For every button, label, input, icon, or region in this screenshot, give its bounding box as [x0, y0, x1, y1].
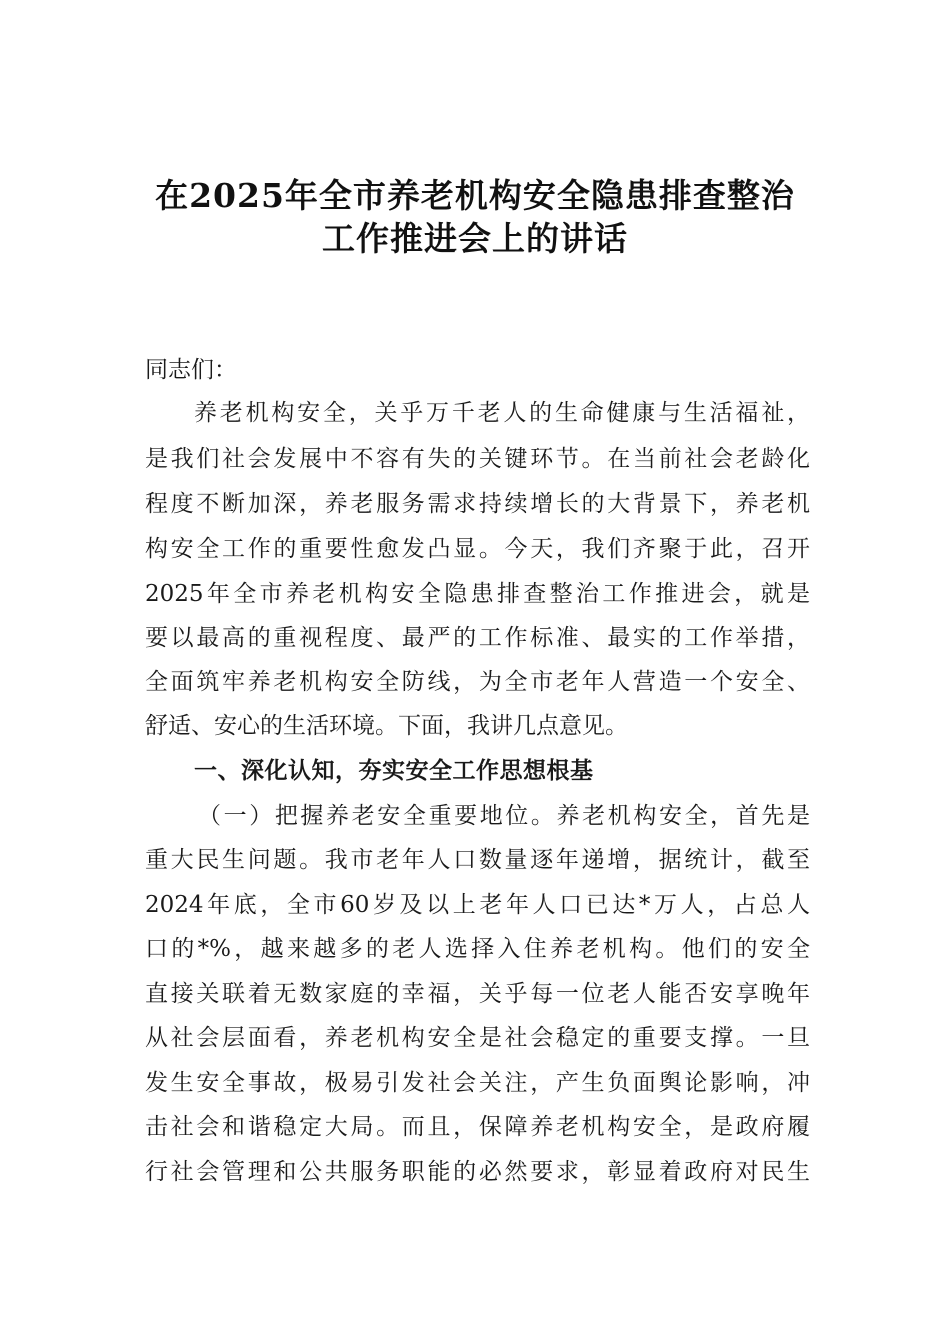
section-paragraph-line: 重大民生问题。我市老年人口数量逐年递增，据统计，截至 — [145, 847, 810, 873]
section-paragraph-line: 2024年底，全市60岁及以上老年人口已达*万人，占总人 — [145, 892, 810, 918]
intro-paragraph-line: 要以最高的重视程度、最严的工作标准、最实的工作举措， — [145, 625, 810, 651]
intro-paragraph-line: 2025年全市养老机构安全隐患排查整治工作推进会，就是 — [145, 581, 810, 607]
intro-paragraph-line: 程度不断加深，养老服务需求持续增长的大背景下，养老机 — [145, 491, 810, 517]
section-paragraph-line: 发生安全事故，极易引发社会关注，产生负面舆论影响，冲 — [145, 1070, 810, 1096]
intro-paragraph-line: 养老机构安全，关乎万千老人的生命健康与生活福祉， — [194, 400, 810, 426]
section-paragraph-line: （一）把握养老安全重要地位。养老机构安全，首先是 — [198, 803, 810, 829]
section-paragraph-line: 击社会和谐稳定大局。而且，保障养老机构安全，是政府履 — [145, 1114, 810, 1140]
intro-paragraph-line: 构安全工作的重要性愈发凸显。今天，我们齐聚于此，召开 — [145, 536, 810, 562]
section-heading: 一、深化认知，夯实安全工作思想根基 — [194, 758, 594, 784]
document-title-line-1: 在2025年全市养老机构安全隐患排查整治 — [155, 176, 795, 215]
salutation: 同志们： — [145, 357, 237, 383]
section-paragraph-line: 口的*%，越来越多的老人选择入住养老机构。他们的安全 — [145, 936, 810, 962]
intro-paragraph-line: 舒适、安心的生活环境。下面，我讲几点意见。 — [145, 713, 628, 739]
section-paragraph-line: 行社会管理和公共服务职能的必然要求，彰显着政府对民生 — [145, 1159, 810, 1185]
intro-paragraph-line: 全面筑牢养老机构安全防线，为全市老年人营造一个安全、 — [145, 669, 810, 695]
document-title-line-2: 工作推进会上的讲话 — [322, 219, 628, 258]
section-paragraph-line: 从社会层面看，养老机构安全是社会稳定的重要支撑。一旦 — [145, 1025, 810, 1051]
section-paragraph-line: 直接关联着无数家庭的幸福，关乎每一位老人能否安享晚年 — [145, 981, 810, 1007]
intro-paragraph-line: 是我们社会发展中不容有失的关键环节。在当前社会老龄化 — [145, 446, 810, 472]
